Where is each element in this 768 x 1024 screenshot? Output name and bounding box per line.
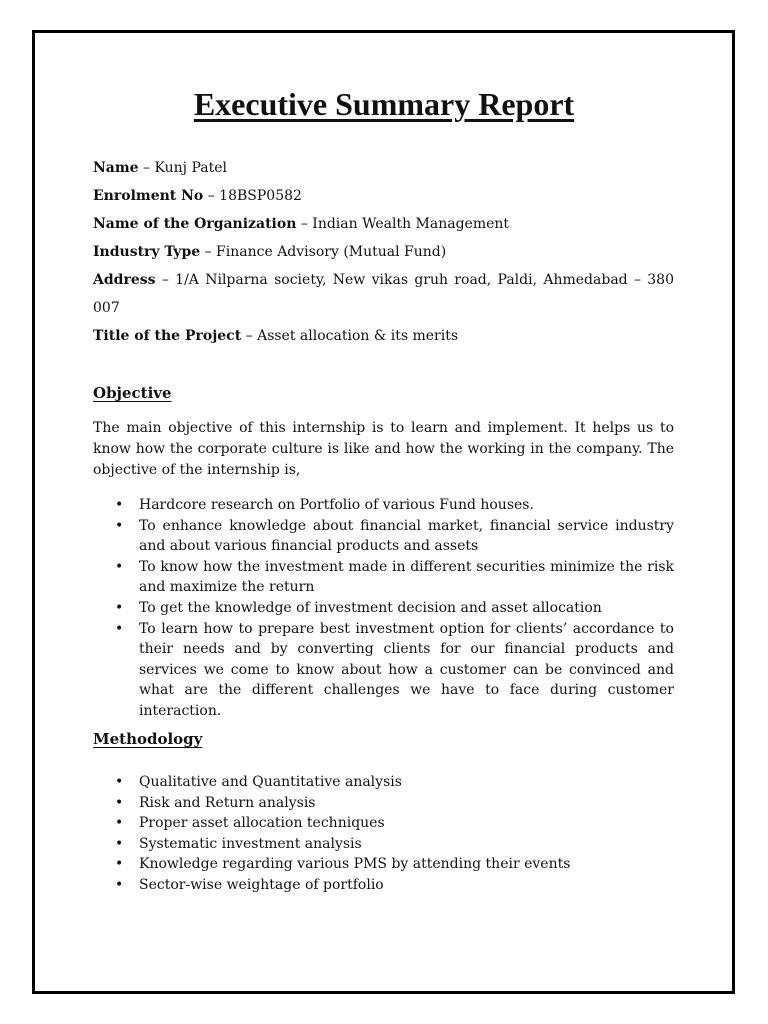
field-name (93, 154, 674, 182)
list-item-text: To get the knowledge of investment decision and asset allocation (139, 599, 602, 616)
bullet-icon: • (115, 620, 124, 637)
bullet-icon: • (115, 599, 124, 616)
list-item (93, 813, 674, 834)
field-separator: – (155, 272, 176, 288)
list-item (93, 772, 674, 793)
list-item (93, 854, 674, 875)
field-value: Kunj Patel (154, 160, 228, 176)
list-item-text: Qualitative and Quantitative analysis (139, 774, 402, 790)
page-title: Executive Summary Report (193, 86, 575, 122)
field-label: Title of the Project (93, 328, 242, 344)
bullet-icon: • (115, 856, 124, 873)
list-item (93, 875, 674, 896)
bullet-icon: • (115, 876, 124, 893)
list-item-text: Knowledge regarding various PMS by attending their events (139, 856, 571, 873)
list-item-text: Systematic investment analysis (139, 835, 362, 852)
methodology-heading: Methodology (93, 730, 203, 748)
list-item-text: To enhance knowledge about financial market, financial service industry and about various financial products and assets (139, 517, 674, 555)
objective-heading: Objective (93, 384, 172, 402)
bullet-icon: • (115, 835, 124, 852)
list-item-text: Risk and Return analysis (139, 794, 316, 811)
bullet-icon: • (115, 774, 124, 790)
field-value: Asset allocation & its merits (257, 328, 459, 344)
field-separator: – (296, 216, 313, 232)
field-value: Indian Wealth Management (312, 216, 510, 232)
list-item (93, 557, 674, 598)
list-item-text: To know how the investment made in different securities minimize the risk and maximize the return (139, 558, 674, 596)
field-separator: – (241, 328, 258, 344)
field-label: Name of the Organization (93, 216, 297, 232)
bullet-icon: • (115, 497, 124, 513)
methodology-list (93, 772, 674, 896)
list-item (93, 516, 674, 557)
list-item-text: To learn how to prepare best investment option for clients’ accordance to their needs and by converting clients for our financial products and services we come to know about how a customer can be convinced and what are the different challenges we have to face during customer interaction. (139, 620, 674, 719)
field-address (93, 266, 674, 322)
list-item (93, 598, 674, 619)
field-enrolment (93, 182, 674, 210)
list-item (93, 793, 674, 814)
list-item (93, 495, 674, 516)
bullet-icon: • (115, 558, 124, 575)
field-separator: – (200, 244, 217, 260)
field-value: 18BSP0582 (219, 188, 302, 204)
field-label: Address (93, 272, 156, 288)
field-label: Name (93, 160, 139, 176)
field-separator: – (138, 160, 155, 176)
field-value: Finance Advisory (Mutual Fund) (216, 244, 447, 260)
objective-paragraph: The main objective of this internship is to learn and implement. It helps us to know how the corporate culture is like and how the working in the company. The objective of the internship is, (93, 420, 674, 478)
list-item-text: Sector-wise weightage of portfolio (139, 876, 384, 893)
list-item-text: Proper asset allocation techniques (139, 815, 385, 832)
list-item-text: Hardcore research on Portfolio of various Fund houses. (139, 497, 534, 513)
field-value: 1/A Nilparna society, New vikas gruh road, Paldi, Ahmedabad – 380 007 (93, 272, 674, 316)
bullet-icon: • (115, 815, 124, 832)
field-separator: – (203, 188, 220, 204)
list-item (93, 619, 674, 722)
field-industry (93, 238, 674, 266)
objective-list (93, 495, 674, 722)
field-label: Industry Type (93, 244, 201, 260)
field-project (93, 322, 674, 350)
list-item (93, 834, 674, 855)
bullet-icon: • (115, 794, 124, 811)
field-organization (93, 210, 674, 238)
field-label: Enrolment No (93, 188, 204, 204)
bullet-icon: • (115, 517, 124, 534)
